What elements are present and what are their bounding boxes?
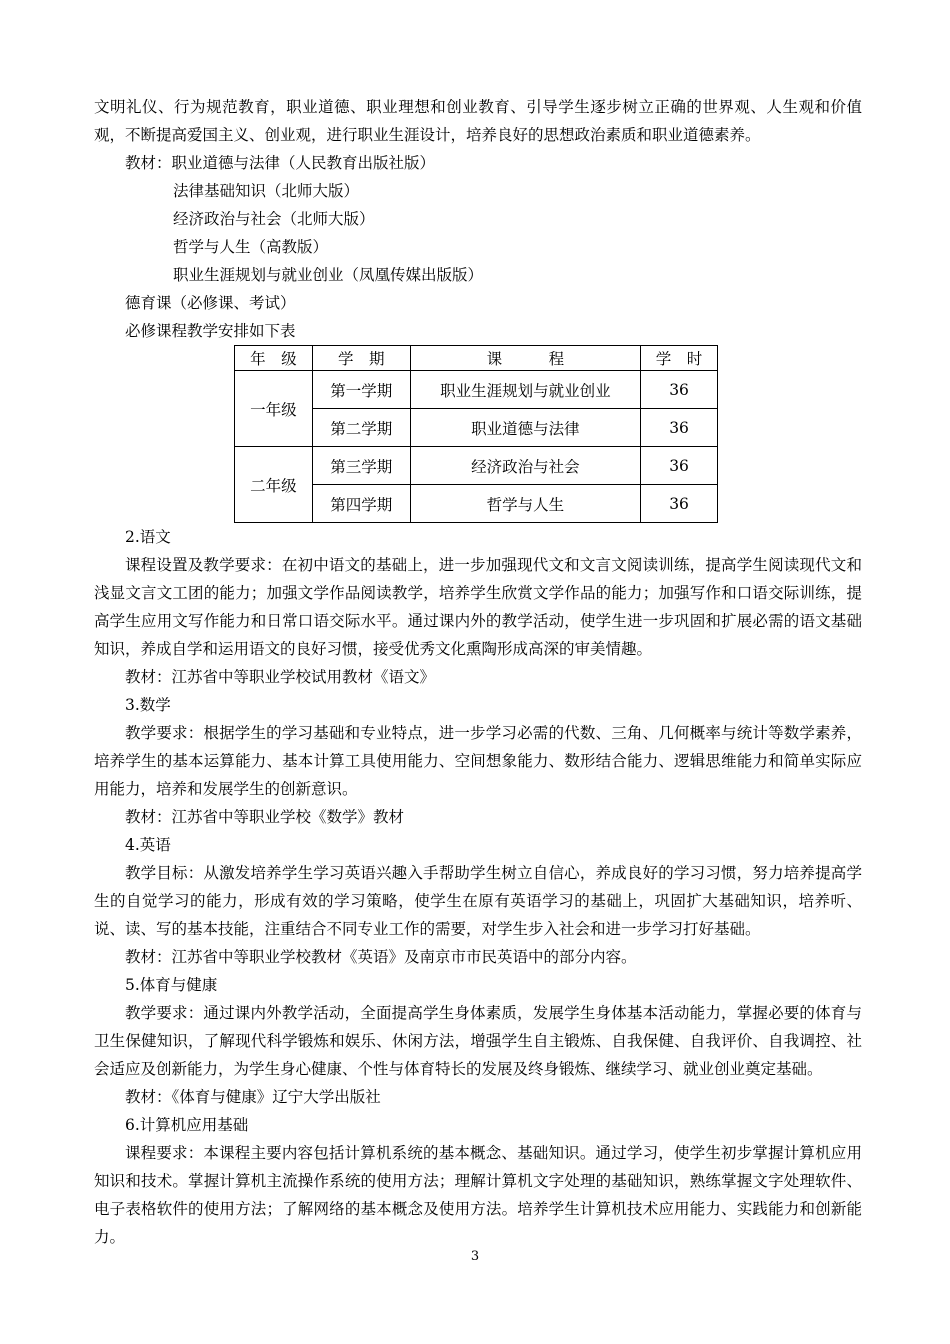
- term-cell: 第二学期: [312, 409, 410, 447]
- section-body-computer: 课程要求：本课程主要内容包括计算机系统的基本概念、基础知识。通过学习，使学生初步掌握计算机应用知识和技术。掌握计算机主流操作系统的使用方法；理解计算机文字处理的基础知识，熟练掌握文字处理软件、电子表格软件的使用方法；了解网络的基本概念及使用方法。培养学生计算机技术应用能力、实践能力和创新能力。: [94, 1144, 862, 1246]
- course-cell: 职业道德与法律: [410, 409, 640, 447]
- textbook-item: 法律基础知识（北师大版）: [173, 182, 360, 200]
- table-intro: 必修课程教学安排如下表: [125, 322, 296, 340]
- textbook-item: 哲学与人生（高教版）: [173, 238, 329, 256]
- grade-cell: 二年级: [235, 447, 313, 523]
- section-body-pe: 教学要求：通过课内外教学活动，全面提高学生身体素质，发展学生身体基本活动能力，掌握必要的体育与卫生保健知识，了解现代科学锻炼和娱乐、休闲方法，增强学生自主锻炼、自我保健、自我评价、自我调控、社会适应及创新能力，为学生身心健康、个性与体育特长的发展及终身锻炼、继续学习、就业创业奠定基础。: [94, 1004, 862, 1078]
- header-hours: 学 时: [641, 346, 718, 371]
- table-row: [235, 371, 718, 409]
- hours-cell: 36: [641, 485, 718, 523]
- table-row: [235, 447, 718, 485]
- page-number: 3: [470, 1249, 480, 1264]
- header-grade: 年 级: [235, 346, 313, 371]
- textbook-item: 经济政治与社会（北师大版）: [173, 210, 375, 228]
- section-textbook-pe: 教材：《体育与健康》辽宁大学出版社: [125, 1088, 381, 1106]
- hours-cell: 36: [641, 409, 718, 447]
- section-title-english: 4.英语: [125, 836, 171, 854]
- hours-cell: 36: [641, 447, 718, 485]
- section-title-chinese: 2.语文: [125, 528, 171, 546]
- section-title-pe: 5.体育与健康: [125, 976, 218, 994]
- grade-cell: 一年级: [235, 371, 313, 447]
- course-cell: 职业生涯规划与就业创业: [410, 371, 640, 409]
- document-page: [94, 93, 862, 1251]
- section-textbook-math: 教材：江苏省中等职业学校《数学》教材: [125, 808, 405, 826]
- term-cell: 第四学期: [312, 485, 410, 523]
- moral-course-label: 德育课（必修课、考试）: [125, 294, 296, 312]
- course-cell: 经济政治与社会: [410, 447, 640, 485]
- textbook-primary: 教材：职业道德与法律（人民教育出版社版）: [125, 154, 436, 172]
- intro-paragraph: 文明礼仪、行为规范教育，职业道德、职业理想和创业教育、引导学生逐步树立正确的世界观、人生观和价值观，不断提高爱国主义、创业观，进行职业生涯设计，培养良好的思想政治素质和职业道德素养。: [94, 98, 862, 144]
- header-course: 课 程: [410, 346, 640, 371]
- section-title-computer: 6.计算机应用基础: [125, 1116, 249, 1134]
- table-header-row: [235, 346, 718, 371]
- term-cell: 第三学期: [312, 447, 410, 485]
- schedule-table: [234, 345, 718, 523]
- section-title-math: 3.数学: [125, 696, 171, 714]
- section-body-chinese: 课程设置及教学要求：在初中语文的基础上，进一步加强现代文和文言文阅读训练，提高学生阅读现代文和浅显文言文工团的能力；加强文学作品阅读教学，培养学生欣赏文学作品的能力；加强写作和口语交际训练，提高学生应用文写作能力和日常口语交际水平。通过课内外的教学活动，使学生进一步巩固和扩展必需的语文基础知识，养成自学和运用语文的良好习惯，接受优秀文化熏陶形成高深的审美情趣。: [94, 556, 862, 658]
- textbook-item: 职业生涯规划与就业创业（凤凰传媒出版版）: [173, 266, 484, 284]
- term-cell: 第一学期: [312, 371, 410, 409]
- section-body-english: 教学目标：从激发培养学生学习英语兴趣入手帮助学生树立自信心，养成良好的学习习惯，努力培养提高学生的自觉学习的能力，形成有效的学习策略，使学生在原有英语学习的基础上，巩固扩大基础知识，培养听、说、读、写的基本技能，注重结合不同专业工作的需要，对学生步入社会和进一步学习打好基础。: [94, 864, 862, 938]
- section-textbook-chinese: 教材：江苏省中等职业学校试用教材《语文》: [125, 668, 436, 686]
- course-cell: 哲学与人生: [410, 485, 640, 523]
- section-textbook-english: 教材：江苏省中等职业学校教材《英语》及南京市市民英语中的部分内容。: [125, 948, 637, 966]
- section-body-math: 教学要求：根据学生的学习基础和专业特点，进一步学习必需的代数、三角、几何概率与统计等数学素养，培养学生的基本运算能力、基本计算工具使用能力、空间想象能力、数形结合能力、逻辑思维能力和简单实际应用能力，培养和发展学生的创新意识。: [94, 724, 862, 798]
- hours-cell: 36: [641, 371, 718, 409]
- header-term: 学 期: [312, 346, 410, 371]
